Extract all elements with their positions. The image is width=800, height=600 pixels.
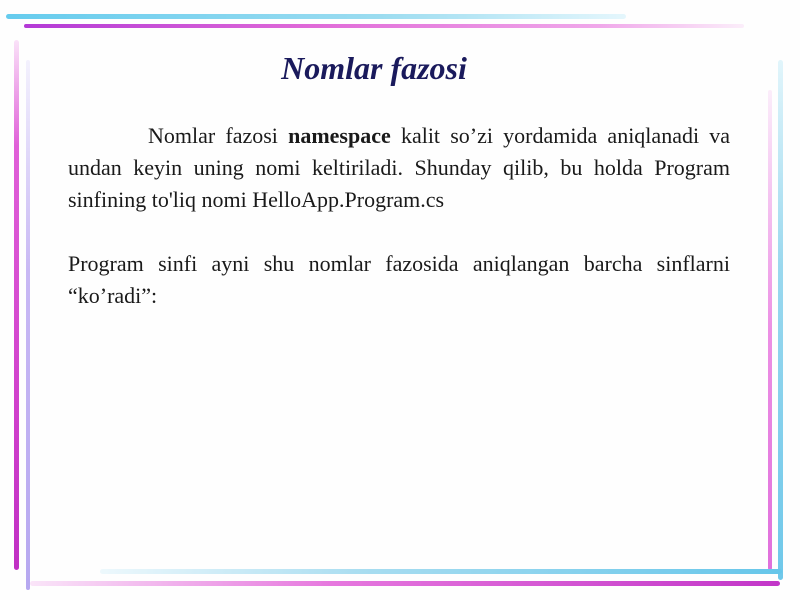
border-top-cyan bbox=[6, 14, 626, 19]
keyword-namespace: namespace bbox=[288, 123, 391, 148]
border-bottom-cyan bbox=[100, 569, 782, 574]
paragraph-1-text-a: Nomlar fazosi bbox=[148, 123, 289, 148]
border-top-magenta bbox=[24, 24, 744, 28]
border-left-magenta bbox=[14, 40, 19, 570]
paragraph-1 bbox=[68, 120, 730, 216]
paragraph-2: Program sinfi ayni shu nomlar fazosida aniqlangan barcha sinflarni “ko’radi”: bbox=[68, 251, 730, 308]
paragraph-1-text-b: kalit so’zi yordamida aniqlanadi va undan keyin uning nomi keltiriladi. Shunday qilib, bu holda Program sinfining to'liq nomi HelloApp.Program.cs bbox=[68, 123, 731, 212]
slide-body bbox=[68, 120, 730, 312]
slide-title: Nomlar fazosi bbox=[281, 50, 467, 86]
border-bottom-magenta bbox=[30, 581, 780, 586]
border-left-lavender bbox=[26, 60, 30, 590]
border-right-magenta bbox=[768, 90, 772, 570]
border-right-cyan bbox=[778, 60, 783, 580]
